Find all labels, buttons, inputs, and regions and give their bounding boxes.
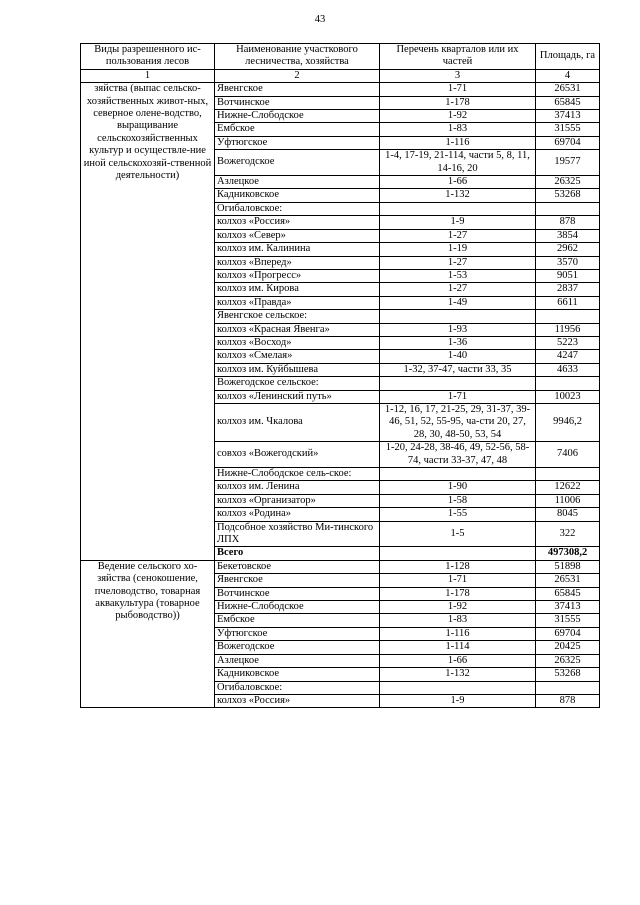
quarters-cell: 1-32, 37-47, части 33, 35 [380,363,536,376]
area-cell: 26325 [536,654,600,667]
forestry-name-cell: Ембское [215,614,380,627]
area-cell: 51898 [536,560,600,573]
forestry-name-cell: Вожегодское сельское: [215,377,380,390]
quarters-cell: 1-178 [380,96,536,109]
area-cell: 53268 [536,189,600,202]
area-cell: 31555 [536,614,600,627]
forestry-name-cell: Нижне-Слободское [215,110,380,123]
quarters-cell: 1-132 [380,189,536,202]
quarters-cell: 1-40 [380,350,536,363]
forestry-name-cell: совхоз «Вожегодский» [215,442,380,468]
area-cell: 69704 [536,136,600,149]
forestry-name-cell: Нижне-Слободское сель-ское: [215,468,380,481]
quarters-cell: 1-116 [380,136,536,149]
quarters-cell: 1-93 [380,323,536,336]
quarters-cell: 1-116 [380,627,536,640]
area-cell: 26325 [536,176,600,189]
quarters-cell: 1-83 [380,123,536,136]
forestry-name-cell: Огибаловское: [215,681,380,694]
forestry-name-cell: Уфтюгское [215,136,380,149]
area-cell: 53268 [536,668,600,681]
forestry-name-cell: Азлецкое [215,176,380,189]
quarters-cell: 1-4, 17-19, 21-114, части 5, 8, 11, 14-16, 20 [380,150,536,176]
forestry-name-cell: колхоз «Ленинский путь» [215,390,380,403]
area-cell: 322 [536,521,600,547]
area-cell: 9946,2 [536,403,600,441]
page-number: 43 [314,14,326,25]
forestry-name-cell: Уфтюгское [215,627,380,640]
quarters-cell: 1-58 [380,494,536,507]
forestry-name-cell: Явенгское [215,83,380,96]
forestry-name-cell: Явенгское [215,574,380,587]
area-cell [536,377,600,390]
quarters-cell [380,468,536,481]
forestry-name-cell: колхоз «Восход» [215,336,380,349]
table-header-row [81,44,600,70]
quarters-cell: 1-27 [380,256,536,269]
column-number: 3 [380,69,536,82]
quarters-cell [380,310,536,323]
quarters-cell: 1-178 [380,587,536,600]
forestry-name-cell: колхоз им. Кирова [215,283,380,296]
area-cell [536,468,600,481]
area-cell: 37413 [536,110,600,123]
area-cell: 31555 [536,123,600,136]
forestry-name-cell: колхоз «Родина» [215,508,380,521]
area-cell: 11006 [536,494,600,507]
column-number: 4 [536,69,600,82]
forestry-name-cell: колхоз им. Калинина [215,243,380,256]
area-cell [536,681,600,694]
forestry-name-cell: Кадниковское [215,668,380,681]
area-cell: 3570 [536,256,600,269]
area-cell: 26531 [536,83,600,96]
table-row [81,560,600,573]
forestry-name-cell: Нижне-Слободское [215,601,380,614]
forestry-name-cell: Кадниковское [215,189,380,202]
quarters-cell: 1-83 [380,614,536,627]
forestry-name-cell: колхоз «Правда» [215,296,380,309]
area-cell: 65845 [536,587,600,600]
forestry-name-cell: Азлецкое [215,654,380,667]
quarters-cell: 1-20, 24-28, 38-46, 49, 52-56, 58-74, части 33-37, 47, 48 [380,442,536,468]
area-cell: 9051 [536,269,600,282]
area-cell: 2837 [536,283,600,296]
quarters-cell: 1-53 [380,269,536,282]
quarters-cell: 1-71 [380,574,536,587]
column-number-row [81,69,600,82]
forestry-name-cell: колхоз им. Куйбышева [215,363,380,376]
quarters-cell: 1-12, 16, 17, 21-25, 29, 31-37, 39-46, 51, 52, 55-95, ча-сти 20, 27, 28, 30, 48-50, 53, 54 [380,403,536,441]
forestry-name-cell: Всего [215,547,380,560]
quarters-cell [380,377,536,390]
quarters-cell [380,681,536,694]
table-row [81,83,600,96]
forestry-name-cell: колхоз «Смелая» [215,350,380,363]
area-cell: 8045 [536,508,600,521]
forestry-name-cell: колхоз «Красная Явенга» [215,323,380,336]
quarters-cell: 1-9 [380,216,536,229]
area-cell: 69704 [536,627,600,640]
forestry-name-cell: колхоз «Прогресс» [215,269,380,282]
quarters-cell: 1-114 [380,641,536,654]
area-cell: 65845 [536,96,600,109]
quarters-cell: 1-92 [380,601,536,614]
area-cell: 497308,2 [536,547,600,560]
forestry-name-cell: Вожегодское [215,150,380,176]
quarters-cell: 1-128 [380,560,536,573]
forestry-name-cell: колхоз «Россия» [215,694,380,707]
forestry-name-cell: колхоз им. Ленина [215,481,380,494]
forestry-name-cell: Бекетовское [215,560,380,573]
area-cell: 11956 [536,323,600,336]
quarters-cell: 1-71 [380,390,536,403]
column-number: 1 [81,69,215,82]
forestry-name-cell: Огибаловское: [215,202,380,215]
quarters-cell: 1-27 [380,229,536,242]
area-cell: 6611 [536,296,600,309]
forestry-name-cell: колхоз «Организатор» [215,494,380,507]
forestry-name-cell: Вожегодское [215,641,380,654]
header-area: Площадь, га [536,44,600,70]
area-cell: 37413 [536,601,600,614]
quarters-cell: 1-90 [380,481,536,494]
header-quarters: Перечень кварталов или их частей [380,44,536,70]
area-cell: 878 [536,216,600,229]
area-cell: 26531 [536,574,600,587]
quarters-cell: 1-27 [380,283,536,296]
area-cell: 12622 [536,481,600,494]
header-use-type: Виды разрешенного ис-пользования лесов [81,44,215,70]
area-cell [536,310,600,323]
forestry-name-cell: колхоз «Вперед» [215,256,380,269]
quarters-cell: 1-66 [380,654,536,667]
quarters-cell [380,547,536,560]
quarters-cell: 1-5 [380,521,536,547]
forest-use-table [80,43,600,708]
use-type-cell: Ведение сельского хо-зяйства (сенокошение, пчеловодство, товарная аквакультура (товарное рыбоводство)) [81,560,215,707]
forestry-name-cell: колхоз им. Чкалова [215,403,380,441]
area-cell: 3854 [536,229,600,242]
area-cell: 19577 [536,150,600,176]
quarters-cell: 1-66 [380,176,536,189]
forestry-name-cell: Ембское [215,123,380,136]
header-forestry-name: Наименование участкового лесничества, хозяйства [215,44,380,70]
use-type-cell: зяйства (выпас сельско-хозяйственных живот-ных, северное олене-водство, выращивание сельскохозяйственных культур и осуществле-ние иной сельскохозяй-ственной деятельности) [81,83,215,561]
forestry-name-cell: Вотчинское [215,587,380,600]
quarters-cell [380,202,536,215]
forestry-name-cell: колхоз «Россия» [215,216,380,229]
quarters-cell: 1-9 [380,694,536,707]
area-cell: 10023 [536,390,600,403]
quarters-cell: 1-132 [380,668,536,681]
area-cell: 2962 [536,243,600,256]
forestry-name-cell: Вотчинское [215,96,380,109]
column-number: 2 [215,69,380,82]
quarters-cell: 1-71 [380,83,536,96]
area-cell: 4633 [536,363,600,376]
area-cell: 4247 [536,350,600,363]
area-cell: 20425 [536,641,600,654]
quarters-cell: 1-36 [380,336,536,349]
quarters-cell: 1-92 [380,110,536,123]
area-cell: 878 [536,694,600,707]
quarters-cell: 1-19 [380,243,536,256]
area-cell: 7406 [536,442,600,468]
forestry-name-cell: Подсобное хозяйство Ми-тинского ЛПХ [215,521,380,547]
forestry-name-cell: Явенгское сельское: [215,310,380,323]
quarters-cell: 1-55 [380,508,536,521]
quarters-cell: 1-49 [380,296,536,309]
area-cell: 5223 [536,336,600,349]
forestry-name-cell: колхоз «Север» [215,229,380,242]
area-cell [536,202,600,215]
